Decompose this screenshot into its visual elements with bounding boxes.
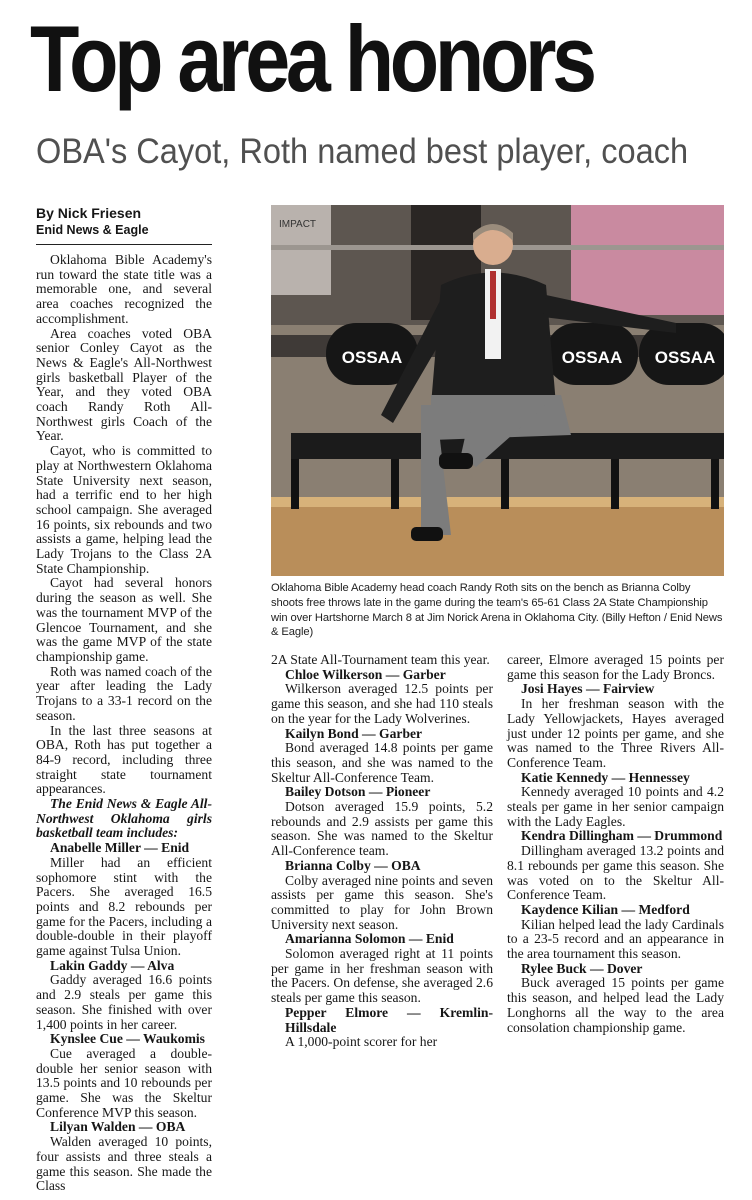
player-name: Josi Hayes — Fairview <box>521 681 655 697</box>
chair-label: OSSAA <box>654 348 716 367</box>
byline-publication: Enid News & Eagle <box>36 223 149 237</box>
coach-photo-illustration <box>271 205 724 576</box>
coach-photo <box>271 205 724 576</box>
player-name: Pepper Elmore — Kremlin-Hillsdale <box>285 1004 493 1035</box>
subheadline: OBA's Cayot, Roth named best player, coach <box>36 132 689 171</box>
player-name: Rylee Buck — Dover <box>521 960 643 976</box>
intro-paragraph: Roth was named coach of the year after leading the Lady Trojans to a 33-1 record on the season. <box>36 663 212 723</box>
player-text: 2A State All-Tournament team this year. <box>271 652 490 667</box>
player-name: Lakin Gaddy — Alva <box>50 957 175 973</box>
player-text: Kilian helped lead the lady Cardinals to a 23-5 record and an appearance in the area tournament this season. <box>507 916 724 962</box>
player-text: Dotson averaged 15.9 points, 5.2 rebounds and 2.9 assists per game this season. She was named to the Skeltur All-Conference team. <box>271 799 493 859</box>
player-text: In her freshman season with the Lady Yellowjackets, Hayes averaged just under 12 points per game, and she was named to the Three Rivers All-Conference Team. <box>507 696 724 770</box>
jersey-text: IMPACT <box>279 219 317 230</box>
headline: Top area honors <box>30 6 593 111</box>
player-text: Colby averaged nine points and seven assists per game this season. She's committed to play for John Brown University next season. <box>271 872 493 932</box>
player-text: Buck averaged 15 points per game this season, and helped lead the Lady Longhorns all the way to the area consolation championship game. <box>507 975 724 1035</box>
player-name: Kynslee Cue — Waukomis <box>50 1031 205 1047</box>
player-text: Dillingham averaged 13.2 points and 8.1 rebounds per game this season. She was voted on to the Skeltur All-Conference Team. <box>507 843 724 903</box>
intro-paragraph: Cayot had several honors during the season as well. She was the tournament MVP of the Glencoe Tournament, and she was the game MVP of the state championship game. <box>36 575 212 664</box>
column-2 <box>271 653 493 1050</box>
player-text: Walden averaged 10 points, four assists and three steals a game this season. She made the Class <box>36 1134 212 1194</box>
intro-paragraph: Area coaches voted OBA senior Conley Cayot as the News & Eagle's All-Northwest girls basketball Player of the Year, and they voted OBA coach Randy Roth All-Northwest girls Coach of the Year. <box>36 325 212 444</box>
player-text: Cue averaged a double-double her senior season with 13.5 points and 10 rebounds per game. She was the Skeltur Conference MVP this season. <box>36 1045 212 1120</box>
player-name: Brianna Colby — OBA <box>285 857 421 873</box>
player-text: Wilkerson averaged 12.5 points per game this season, and she had 110 steals on the year for the Lady Wolverines. <box>271 681 493 726</box>
column-3 <box>507 653 724 1035</box>
player-text: Miller had an efficient sophomore stint with the Pacers. She averaged 16.5 points and 8.2 rebounds per game for the Pacers, including a double-double in their playoff game against Tulsa Union. <box>36 854 212 959</box>
player-name: Anabelle Miller — Enid <box>50 840 190 856</box>
player-name: Bailey Dotson — Pioneer <box>285 784 431 800</box>
player-text: A 1,000-point scorer for her <box>285 1034 438 1050</box>
intro-paragraph: In the last three seasons at OBA, Roth has put together a 84-9 record, including three straight state tournament appearances. <box>36 722 212 797</box>
player-text: Solomon averaged right at 11 points per game in her freshman season with the Pacers. On defense, she averaged 2.6 steals per game this season. <box>271 946 493 1006</box>
player-name: Katie Kennedy — Hennessey <box>521 769 690 785</box>
team-intro: The Enid News & Eagle All-Northwest Oklahoma girls basketball team includes: <box>36 796 212 841</box>
player-text: career, Elmore averaged 15 points per game this season for the Lady Broncs. <box>507 652 724 682</box>
chair-label: OSSAA <box>561 348 623 367</box>
player-name: Kendra Dillingham — Drummond <box>521 828 723 844</box>
byline-author: By Nick Friesen <box>36 205 142 221</box>
player-name: Kailyn Bond — Garber <box>285 725 423 741</box>
player-text: Bond averaged 14.8 points per game this season, and she was named to the Skeltur All-Conference Team. <box>271 740 493 785</box>
intro-paragraph: Oklahoma Bible Academy's run toward the state title was a memorable one, and several area coaches recognized the accomplishment. <box>36 252 212 326</box>
chair-label: OSSAA <box>341 348 403 367</box>
byline <box>36 205 212 245</box>
photo-caption: Oklahoma Bible Academy head coach Randy Roth sits on the bench as Brianna Colby shoots free throws late in the game during the team's 65-61 Class 2A State Championship win over Hartshorne March 8 at Jim Norick Arena in Oklahoma City. (Billy Hefton / Enid News & Eagle) <box>271 582 723 639</box>
intro-paragraph: Cayot, who is committed to play at Northwestern Oklahoma State University next season, had a terrific end to her high school campaign. She averaged 16 points, six rebounds and two assists a game, helping lead the Lady Trojans to the Class 2A State Championship. <box>36 443 212 576</box>
column-1 <box>36 205 212 1194</box>
player-name: Kaydence Kilian — Medford <box>521 901 690 917</box>
player-text: Gaddy averaged 16.6 points and 2.9 steals per game this season. She finished with over 1,400 points in her career. <box>36 972 212 1032</box>
byline-rule <box>36 244 212 245</box>
player-name: Chloe Wilkerson — Garber <box>285 666 446 682</box>
player-name: Amarianna Solomon — Enid <box>285 931 454 947</box>
player-text: Kennedy averaged 10 points and 4.2 steals per game in her senior campaign with the Lady Eagles. <box>507 784 724 829</box>
player-name: Lilyan Walden — OBA <box>50 1119 186 1135</box>
